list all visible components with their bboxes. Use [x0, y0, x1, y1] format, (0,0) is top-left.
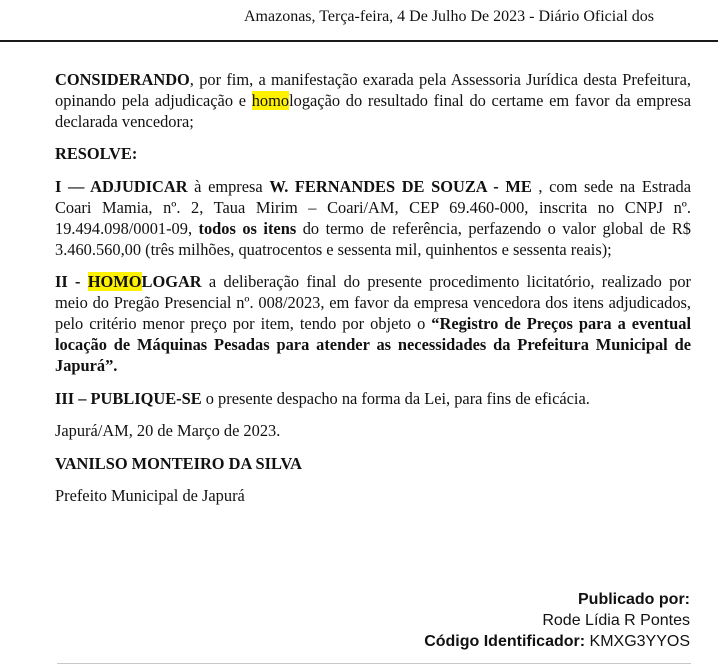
- publication-signature: [424, 589, 690, 652]
- adjudicar-text-1: à empresa: [187, 176, 270, 196]
- resolve-heading: [55, 143, 691, 164]
- publique-paragraph: [55, 388, 691, 409]
- identifier-code: KMXG3YYOS: [589, 633, 690, 650]
- footer-divider: [57, 663, 691, 664]
- publique-text: o presente despacho na forma da Lei, para fins de eficácia.: [201, 388, 590, 408]
- homologar-text-1: a deliberação final do presente procedimento licitatório, realizado por meio do Pregão Presencial nº. 008/2023, em favor da empresa vencedora dos itens adjudicados, pelo critério menor preço por item, tendo por objeto o: [55, 272, 691, 333]
- adjudicar-paragraph: [55, 176, 691, 260]
- resolve-label: RESOLVE:: [55, 144, 138, 163]
- header-title: Amazonas, Terça-feira, 4 De Julho De 2023 - Diário Oficial dos: [244, 8, 654, 25]
- place-date: Japurá/AM, 20 de Março de 2023.: [55, 421, 281, 440]
- homologar-text-2: .: [113, 356, 118, 375]
- publisher-name: Rode Lídia R Pontes: [542, 612, 690, 629]
- homologar-paragraph: [55, 271, 691, 376]
- signer-title: Prefeito Municipal de Japurá: [55, 486, 245, 505]
- homologar-lead-2: LOGAR: [141, 272, 202, 291]
- considerando-text-2: logação do resultado final do certame em favor da empresa declarada vencedora;: [55, 91, 691, 131]
- considerando-text-1: , por fim, a manifestação exarada pela Assessoria Jurídica desta Prefeitura, opinando pela adjudicação e: [55, 70, 691, 110]
- document-body: [55, 69, 691, 518]
- homologar-lead: II -: [55, 272, 88, 291]
- object-description: “Registro de Preços para a eventual locação de Máquinas Pesadas para atender as necessidades da Prefeitura Municipal de Japurá”: [55, 314, 691, 375]
- code-line: [424, 631, 690, 652]
- adjudicar-lead: I — ADJUDICAR: [55, 176, 188, 196]
- company-name: W. FERNANDES DE SOUZA - ME: [269, 176, 532, 196]
- adjudicar-text-3: do termo de referência, perfazendo o valor global de R$ 3.460.560,00 (três milhões, quatrocentos e sessenta mil, quinhentos e sessenta reais);: [55, 218, 691, 259]
- code-label: Código Identificador:: [424, 633, 586, 650]
- items-phrase: todos os itens: [198, 218, 297, 238]
- signer-name-line: [55, 453, 691, 474]
- signer-name: VANILSO MONTEIRO DA SILVA: [55, 453, 303, 473]
- considerando-paragraph: [55, 69, 691, 132]
- page-header: [0, 0, 718, 42]
- published-by-line: [424, 589, 690, 610]
- search-highlight: homo: [251, 91, 290, 110]
- adjudicar-text-2: , com sede na Estrada Coari Mamia, nº. 2, Taua Mirim – Coari/AM, CEP 69.460-000, inscrita no CNPJ nº. 19.494.098/0001-09,: [55, 176, 691, 238]
- publique-lead: III – PUBLIQUE-SE: [55, 388, 202, 408]
- search-highlight-2: HOMO: [87, 272, 142, 291]
- considerando-lead: CONSIDERANDO: [55, 70, 190, 89]
- published-label: Publicado por:: [578, 591, 690, 608]
